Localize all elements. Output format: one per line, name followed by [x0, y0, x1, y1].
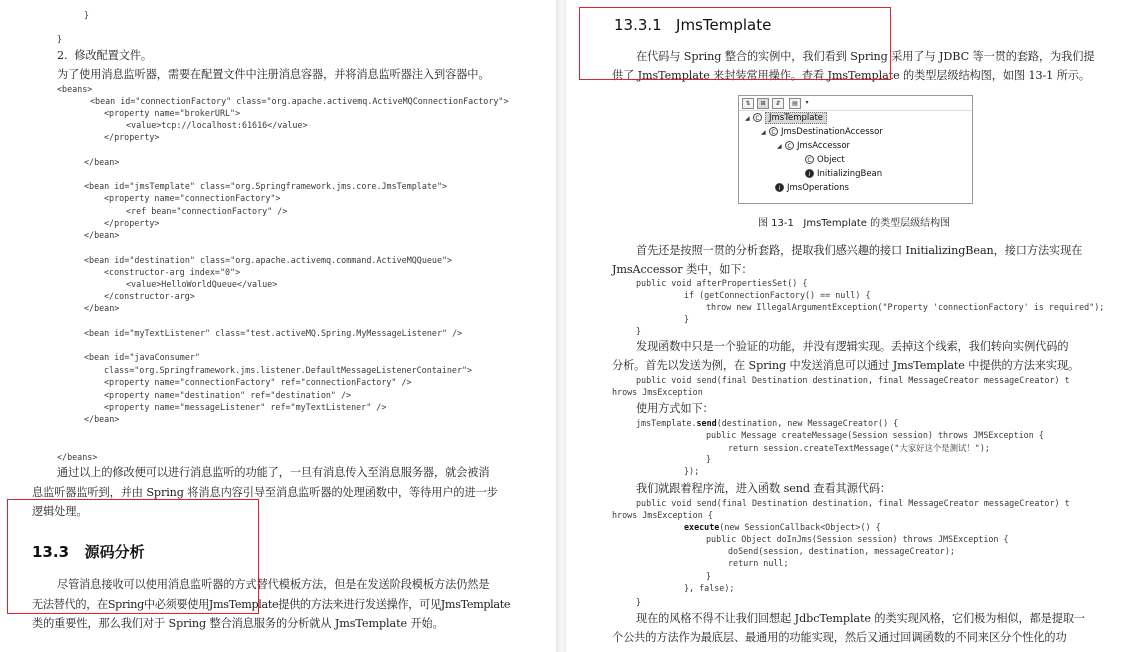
dropdown-icon[interactable]: ▾: [805, 99, 809, 106]
paragraph-line: 我们就跟着程序流，进入函数 send 查看其源代码：: [636, 482, 891, 495]
code-line: <bean id="javaConsumer": [84, 352, 200, 362]
paragraph-line: 分析。首先以发送为例，在 Spring 中发送消息可以通过 JmsTemplate 中提供的方法来实现。: [612, 359, 1080, 372]
tree-node-label: JmsAccessor: [797, 141, 851, 151]
code-line: <bean id="jmsTemplate" class="org.Springframework.jms.core.JmsTemplate">: [84, 181, 448, 191]
history-icon[interactable]: ▤: [789, 98, 801, 109]
code-line: public void send(final Destination destination, final MessageCreator messageCreator) t: [636, 498, 1070, 508]
right-page: [566, 0, 1135, 652]
code-line: }, false);: [684, 583, 735, 593]
tree-node-label: JmsOperations: [787, 183, 849, 193]
tree-node-object[interactable]: [805, 154, 845, 167]
code-line: jmsTemplate.send(destination, new MessageCreator() {: [636, 418, 899, 428]
type-hierarchy-figure: [738, 95, 973, 204]
code-line: </bean>: [84, 157, 120, 167]
paragraph-line: 在代码与 Spring 整合的实例中，我们看到 Spring 采用了与 JDBC 等一贯的套路，为我们提: [636, 50, 1095, 63]
paragraph-line: 个公共的方法作为最底层、最通用的功能实现，然后又通过回调函数的不同来区分个性化的功: [612, 631, 1067, 644]
hierarchy-icon[interactable]: ⇅: [742, 98, 754, 109]
code-line: return session.createTextMessage("大家好这个是测试！");: [728, 443, 990, 453]
code-line: public Message createMessage(Session session) throws JMSException {: [706, 430, 1044, 440]
code-line: <property name="destination" ref="destination" />: [104, 390, 352, 400]
code-line: </property>: [104, 218, 160, 228]
supertype-icon[interactable]: ⊞: [757, 98, 769, 109]
class-icon: C: [805, 155, 814, 164]
tree-node-jmsdestinationaccessor[interactable]: [761, 126, 883, 139]
paragraph-line: 通过以上的修改便可以进行消息监听的功能了，一旦有消息传入至消息服务器，就会被消: [57, 466, 490, 479]
paragraph-line: 逻辑处理。: [32, 505, 88, 518]
paragraph-line: 发现函数中只是一个验证的功能，并没有逻辑实现。丢掉这个线索，我们转向实例代码的: [636, 340, 1069, 353]
code-line: hrows JmsException {: [612, 510, 713, 520]
code-line: }: [706, 454, 712, 464]
code-closing-brace: }: [84, 10, 90, 20]
code-line: public Object doInJms(Session session) throws JMSException {: [706, 534, 1009, 544]
code-line: public void afterPropertiesSet() {: [636, 278, 808, 288]
code-line: <value>HelloWorldQueue</value>: [126, 279, 278, 289]
code-line: <bean id="myTextListener" class="test.activeMQ.Spring.MyMessageListener" />: [84, 328, 463, 338]
paragraph-line: 息监听器监听到，并由 Spring 将消息内容引导至消息监听器的处理函数中，等待用户的进一步: [32, 486, 498, 499]
code-line: <constructor-arg index="0">: [104, 267, 241, 277]
interface-icon: I: [805, 169, 814, 178]
code-line: <property name="brokerURL">: [104, 108, 241, 118]
code-line: return null;: [728, 558, 789, 568]
code-line: </bean>: [84, 414, 120, 424]
annotation-box: [579, 7, 891, 80]
subtype-icon[interactable]: ⇵: [772, 98, 784, 109]
subsection-title: 13.3.1 JmsTemplate: [614, 16, 772, 34]
tree-node-initializingbean[interactable]: [805, 168, 882, 181]
code-line: }: [706, 571, 712, 581]
paragraph-line: 类的重要性，那么我们对于 Spring 整合消息服务的分析就从 JmsTemplate 开始。: [32, 617, 444, 630]
code-line: <bean id="connectionFactory" class="org.apache.activemq.ActiveMQConnectionFactory">: [90, 96, 509, 106]
paragraph-line: JmsAccessor 类中，如下：: [612, 263, 753, 276]
tree-node-label: JmsDestinationAccessor: [781, 127, 883, 137]
tree-node-jmstemplate[interactable]: [745, 112, 827, 125]
abstract-class-icon: C: [769, 127, 778, 136]
code-line: class="org.Springframework.jms.listener.DefaultMessageListenerContainer">: [104, 365, 473, 375]
code-line: </beans>: [57, 452, 98, 462]
usage-label: 使用方式如下：: [636, 402, 714, 415]
code-line: </constructor-arg>: [104, 291, 195, 301]
code-line: doSend(session, destination, messageCreator);: [728, 546, 955, 556]
code-line: <property name="connectionFactory" ref="connectionFactory" />: [104, 377, 412, 387]
section-title: 13.3 源码分析: [32, 543, 145, 561]
code-line: <beans>: [57, 84, 93, 94]
expand-arrow-icon[interactable]: ◢: [761, 129, 766, 136]
tree-node-jmsoperations[interactable]: [775, 182, 849, 195]
code-line: <property name="messageListener" ref="myTextListener" />: [104, 402, 387, 412]
code-line: </property>: [104, 132, 160, 142]
code-line: }: [636, 597, 642, 607]
expand-arrow-icon[interactable]: ◢: [777, 143, 782, 150]
tree-node-label: JmsTemplate: [765, 112, 827, 124]
left-page: [0, 0, 558, 652]
code-line: execute(new SessionCallback<Object>() {: [684, 522, 881, 532]
code-line: </bean>: [84, 230, 120, 240]
figure-toolbar: [739, 96, 972, 111]
code-line: }: [684, 314, 690, 324]
expand-arrow-icon[interactable]: ◢: [745, 115, 750, 122]
paragraph-line: 尽管消息接收可以使用消息监听器的方式替代模板方法，但是在发送阶段模板方法仍然是: [57, 578, 490, 591]
code-line: <ref bean="connectionFactory" />: [126, 206, 288, 216]
paragraph-line: 供了 JmsTemplate 来封装常用操作。查看 JmsTemplate 的类型层级结构图，如图 13-1 所示。: [612, 69, 1090, 82]
paragraph-line: 无法替代的，在Spring中必须要使用JmsTemplate提供的方法来进行发送操作，可见JmsTemplate: [32, 598, 511, 611]
code-line: throw new IllegalArgumentException("Property 'connectionFactory' is required");: [706, 302, 1105, 312]
tree-node-label: Object: [817, 155, 845, 165]
step-2-heading: 2. 修改配置文件。: [57, 49, 152, 62]
tree-node-jmsaccessor[interactable]: [777, 140, 850, 153]
code-line: });: [684, 466, 700, 476]
config-intro: 为了使用消息监听器，需要在配置文件中注册消息容器，并将消息监听器注入到容器中。: [57, 68, 490, 81]
figure-caption: 图 13-1 JmsTemplate 的类型层级结构图: [758, 218, 951, 229]
tree-node-label: InitializingBean: [817, 169, 883, 179]
code-closing-brace: }: [57, 34, 63, 44]
code-line: hrows JmsException: [612, 387, 703, 397]
paragraph-line: 首先还是按照一贯的分析套路，提取我们感兴趣的接口 InitializingBean，接口方法实现在: [636, 244, 1083, 257]
code-line: public void send(final Destination destination, final MessageCreator messageCreator) t: [636, 375, 1070, 385]
interface-icon: I: [775, 183, 784, 192]
code-line: if (getConnectionFactory() == null) {: [684, 290, 871, 300]
code-line: }: [636, 326, 642, 336]
abstract-class-icon: C: [785, 141, 794, 150]
code-line: </bean>: [84, 303, 120, 313]
class-icon: C: [753, 113, 762, 122]
code-line: <bean id="destination" class="org.apache.activemq.command.ActiveMQQueue">: [84, 255, 453, 265]
code-line: <property name="connectionFactory">: [104, 193, 281, 203]
code-line: <value>tcp://localhost:61616</value>: [126, 120, 308, 130]
paragraph-line: 现在的风格不得不让我们回想起 JdbcTemplate 的类实现风格，它们极为相似，都是提取一: [636, 612, 1086, 625]
annotation-box: [7, 499, 259, 614]
